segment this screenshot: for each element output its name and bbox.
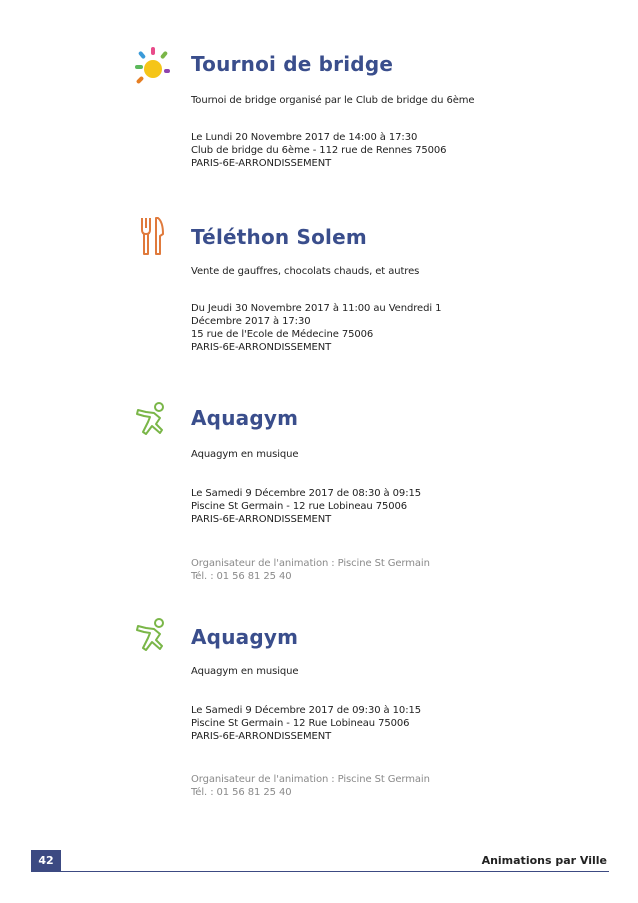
event-city: PARIS-6E-ARRONDISSEMENT <box>191 731 332 742</box>
event-city: PARIS-6E-ARRONDISSEMENT <box>191 514 332 525</box>
running-person-icon <box>132 616 172 656</box>
event-date: Le Lundi 20 Novembre 2017 de 14:00 à 17:30 <box>191 132 418 143</box>
event-title: Aquagym <box>191 625 299 649</box>
event-date: Le Samedi 9 Décembre 2017 de 09:30 à 10:15 <box>191 705 421 716</box>
event-city: PARIS-6E-ARRONDISSEMENT <box>191 342 332 353</box>
event-title: Téléthon Solem <box>191 225 367 249</box>
event-date: Le Samedi 9 Décembre 2017 de 08:30 à 09:15 <box>191 488 421 499</box>
event-phone: Tél. : 01 56 81 25 40 <box>191 571 292 582</box>
event-organizer: Organisateur de l'animation : Piscine St Germain <box>191 774 430 785</box>
event-address: Piscine St Germain - 12 Rue Lobineau 75006 <box>191 718 410 729</box>
event-description: Aquagym en musique <box>191 666 299 677</box>
footer-divider <box>31 871 609 872</box>
fork-knife-icon <box>132 216 172 256</box>
event-date: Du Jeudi 30 Novembre 2017 à 11:00 au Vendredi 1 <box>191 303 442 314</box>
event-city: PARIS-6E-ARRONDISSEMENT <box>191 158 332 169</box>
event-date-continued: Décembre 2017 à 17:30 <box>191 316 311 327</box>
running-person-icon <box>132 400 172 440</box>
event-description: Vente de gauffres, chocolats chauds, et autres <box>191 266 420 277</box>
sun-flower-icon <box>132 45 172 85</box>
event-organizer: Organisateur de l'animation : Piscine St Germain <box>191 558 430 569</box>
event-address: Piscine St Germain - 12 rue Lobineau 75006 <box>191 501 408 512</box>
event-address: 15 rue de l'Ecole de Médecine 75006 <box>191 329 374 340</box>
event-phone: Tél. : 01 56 81 25 40 <box>191 787 292 798</box>
footer-section-title: Animations par Ville <box>481 854 607 867</box>
event-title: Aquagym <box>191 406 299 430</box>
event-description: Aquagym en musique <box>191 449 299 460</box>
event-title: Tournoi de bridge <box>191 52 394 76</box>
page-number: 42 <box>31 850 61 872</box>
event-description: Tournoi de bridge organisé par le Club de bridge du 6ème <box>191 95 475 106</box>
event-address: Club de bridge du 6ème - 112 rue de Rennes 75006 <box>191 145 447 156</box>
